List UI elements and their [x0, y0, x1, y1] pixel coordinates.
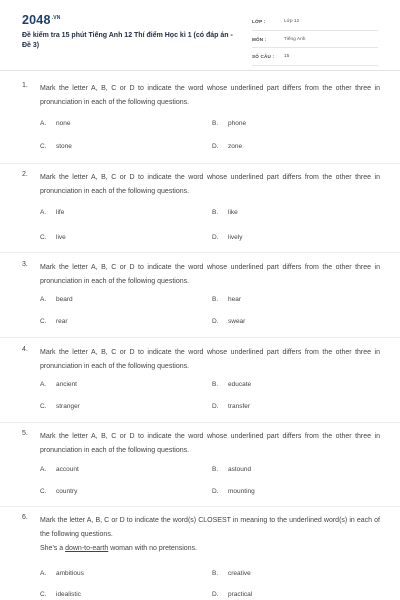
option-text: educate [228, 381, 252, 388]
header-divider [0, 70, 400, 71]
sentence-before: She's a [40, 545, 66, 552]
logo-main: 2048 [22, 13, 51, 27]
question-text: Mark the letter A, B, C or D to indicate the word whose underlined part differs from the other three in pronunciation in each of the following questions. [40, 433, 380, 454]
question-separator [0, 337, 400, 338]
question-text: Mark the letter A, B, C or D to indicate the word whose underlined part differs from the other three in pronunciation in each of the following questions. [40, 349, 380, 370]
option-text: beard [56, 296, 73, 303]
option-text: account [56, 466, 79, 473]
option-c[interactable] [40, 591, 81, 598]
option-letter: B. [212, 296, 219, 303]
option-a[interactable] [40, 570, 84, 577]
option-letter: B. [212, 570, 219, 577]
sentence-underlined: down-to-earth [65, 545, 109, 552]
option-c[interactable] [40, 143, 72, 150]
meta-row-count [252, 52, 378, 66]
option-d[interactable] [212, 234, 242, 241]
option-text: swear [228, 318, 246, 325]
option-letter: C. [40, 403, 47, 410]
option-text: live [56, 234, 66, 241]
option-b[interactable] [212, 570, 251, 577]
option-b[interactable] [212, 381, 251, 388]
meta-value: 15 [284, 54, 290, 59]
option-c[interactable] [40, 403, 80, 410]
option-text: mounting [228, 488, 255, 495]
logo-sub: .VN [51, 14, 61, 21]
option-letter: D. [212, 488, 219, 495]
option-letter: B. [212, 209, 219, 216]
option-letter: B. [212, 120, 219, 127]
meta-value: Lớp 12 [284, 19, 300, 24]
option-text: phone [228, 120, 247, 127]
option-a[interactable] [40, 296, 73, 303]
option-letter: C. [40, 143, 47, 150]
question-separator [0, 163, 400, 164]
question-text: Mark the letter A, B, C or D to indicate the word whose underlined part differs from the other three in pronunciation in each of the following questions. [40, 85, 380, 106]
option-c[interactable] [40, 488, 77, 495]
option-text: zone [228, 143, 243, 150]
option-letter: A. [40, 381, 47, 388]
option-a[interactable] [40, 381, 77, 388]
option-letter: C. [40, 234, 47, 241]
option-b[interactable] [212, 120, 246, 127]
option-text: life [56, 209, 65, 216]
meta-label: MÔN : [252, 36, 267, 42]
option-text: ambitious [56, 570, 84, 577]
question-number: 5. [22, 430, 28, 437]
meta-row-subject [252, 35, 378, 49]
question-number: 4. [22, 346, 28, 353]
option-text: stranger [56, 403, 80, 410]
sentence-after: woman with no pretensions. [108, 545, 197, 552]
question-number: 3. [22, 261, 28, 268]
page-header [0, 0, 400, 68]
option-text: rear [56, 318, 68, 325]
meta-value: Tiếng Anh [284, 36, 306, 42]
option-a[interactable] [40, 120, 70, 127]
option-b[interactable] [212, 466, 251, 473]
option-text: practical [228, 591, 253, 598]
meta-row-class [252, 17, 378, 31]
option-letter: A. [40, 296, 47, 303]
option-text: like [228, 209, 238, 216]
option-d[interactable] [212, 403, 250, 410]
option-d[interactable] [212, 143, 242, 150]
option-text: transfer [228, 403, 251, 410]
option-text: lively [228, 234, 243, 241]
question-number: 6. [22, 514, 28, 521]
meta-label: SỐ CÂU : [252, 54, 275, 59]
option-letter: D. [212, 403, 219, 410]
option-letter: B. [212, 466, 219, 473]
option-text: stone [56, 143, 72, 150]
option-text: creative [228, 570, 251, 577]
option-letter: A. [40, 466, 47, 473]
option-b[interactable] [212, 209, 238, 216]
option-letter: C. [40, 318, 47, 325]
test-meta [252, 17, 378, 70]
question-number: 2. [22, 171, 28, 178]
question-separator [0, 252, 400, 253]
question-number: 1. [22, 82, 28, 89]
option-text: hear [228, 296, 242, 303]
option-c[interactable] [40, 318, 68, 325]
option-letter: A. [40, 570, 47, 577]
option-letter: D. [212, 591, 219, 598]
question-text: Mark the letter A, B, C or D to indicate the word whose underlined part differs from the other three in pronunciation in each of the following questions. [40, 174, 380, 195]
question-separator [0, 422, 400, 423]
option-letter: A. [40, 120, 47, 127]
option-text: idealistic [56, 591, 81, 598]
option-a[interactable] [40, 209, 64, 216]
option-letter: B. [212, 381, 219, 388]
option-letter: D. [212, 318, 219, 325]
option-d[interactable] [212, 488, 255, 495]
option-text: ancient [56, 381, 77, 388]
document-title: Đề kiểm tra 15 phút Tiếng Anh 12 Thí điểm Học kì 1 (có đáp án - Đề 3) [22, 32, 233, 49]
option-d[interactable] [212, 318, 245, 325]
option-letter: A. [40, 209, 47, 216]
option-text: astound [228, 466, 252, 473]
option-d[interactable] [212, 591, 252, 598]
option-letter: C. [40, 591, 47, 598]
option-text: none [56, 120, 71, 127]
question-text: Mark the letter A, B, C or D to indicate the word whose underlined part differs from the other three in pronunciation in each of the following questions. [40, 264, 380, 285]
option-b[interactable] [212, 296, 241, 303]
question-text: Mark the letter A, B, C or D to indicate the word(s) CLOSEST in meaning to the underlined word(s) in each of the following questions. [40, 517, 380, 538]
option-letter: D. [212, 234, 219, 241]
option-letter: D. [212, 143, 219, 150]
option-letter: C. [40, 488, 47, 495]
option-c[interactable] [40, 234, 66, 241]
site-logo[interactable] [22, 13, 61, 27]
question-sentence [40, 545, 197, 552]
option-a[interactable] [40, 466, 79, 473]
question-separator [0, 506, 400, 507]
option-text: country [56, 488, 78, 495]
meta-label: LỚP : [252, 19, 266, 24]
